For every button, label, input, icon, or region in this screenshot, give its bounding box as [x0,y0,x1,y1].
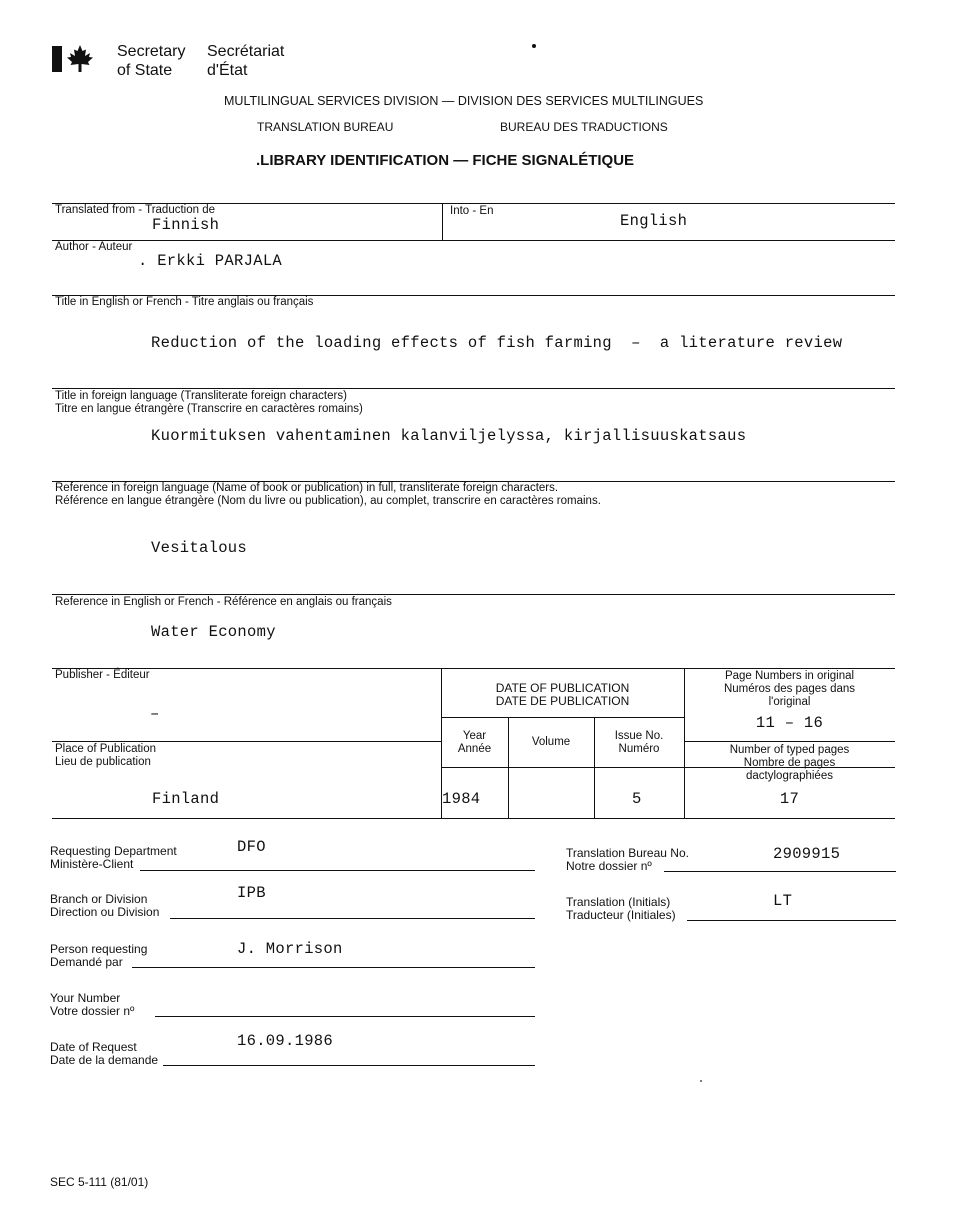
secretary-en-line1: Secretary [117,43,186,60]
into-value: English [620,212,688,230]
title-en-fr-label: Title in English or French - Titre anglais ou français [55,296,314,308]
date-of-request-value: 16.09.1986 [237,1032,334,1050]
bureau-no-value: 2909915 [773,845,841,863]
scan-speck [532,44,536,48]
flag-bar [52,46,62,72]
title-foreign-label-en: Title in foreign language (Transliterate foreign characters) [55,390,347,402]
author-value: . Erkki PARJALA [138,252,283,270]
issue-label-fr: Numéro [618,743,660,755]
secretary-en-line2: of State [117,62,173,79]
translator-label-en: Translation (Initials) [566,895,671,909]
date-of-publication-label-en: DATE OF PUBLICATION [495,681,630,695]
typed-pages-label-fr1: Nombre de pages [743,757,836,769]
date-of-request-label-fr: Date de la demande [50,1053,159,1067]
place-label-en: Place of Publication [55,743,157,755]
translator-value: LT [773,892,793,910]
bureau-no-label-en: Translation Bureau No. [566,846,689,860]
secretary-fr-line1: Secrétariat [207,43,285,60]
person-requesting-value: J. Morrison [237,940,343,958]
person-requesting-label-fr: Demandé par [50,955,123,969]
division-heading: MULTILINGUAL SERVICES DIVISION — DIVISION DES SERVICES MULTILINGUES [224,94,704,108]
title-foreign-label-fr: Titre en langue étrangère (Transcrire en caractères romains) [55,403,363,415]
into-label: Into - En [450,205,494,217]
date-of-publication-label-fr: DATE DE PUBLICATION [495,694,630,708]
translated-from-label: Translated from - Traduction de [55,204,216,216]
place-value: Finland [152,790,220,808]
publisher-label: Publisher - Éditeur [55,669,150,681]
typed-pages-label-fr2: dactylographiées [746,770,833,782]
page-numbers-label-en: Page Numbers in original [724,670,855,682]
branch-value: IPB [237,884,266,902]
secretary-fr-line2: d'État [207,62,248,79]
requesting-dept-label-en: Requesting Department [50,844,177,858]
government-logo [52,44,96,74]
translator-label-fr: Traducteur (Initiales) [566,908,676,922]
reference-foreign-value: Vesitalous [151,539,248,557]
reference-foreign-label-fr: Référence en langue étrangère (Nom du livre ou publication), au complet, transcrire en caractères romains. [55,495,601,507]
title-en-fr-value: Reduction of the loading effects of fish farming – a literature review [151,334,843,352]
your-number-label-en: Your Number [50,991,121,1005]
year-label-en: Year [462,730,487,742]
scan-speck [700,1080,702,1082]
form-title: .LIBRARY IDENTIFICATION — FICHE SIGNALÉTIQUE [256,152,635,169]
reference-en-fr-value: Water Economy [151,623,276,641]
typed-pages-value: 17 [779,790,800,808]
date-of-request-label-en: Date of Request [50,1040,137,1054]
branch-label-en: Branch or Division [50,892,148,906]
place-label-fr: Lieu de publication [55,756,151,768]
page-numbers-label-fr2: l'original [768,696,811,708]
branch-label-fr: Direction ou Division [50,905,160,919]
issue-label-en: Issue No. [614,730,664,742]
maple-leaf-icon [66,44,94,74]
form-code: SEC 5-111 (81/01) [50,1175,149,1189]
publisher-value: – [150,705,160,723]
volume-label: Volume [531,736,571,748]
reference-foreign-label-en: Reference in foreign language (Name of book or publication) in full, transliterate foreign characters. [55,482,559,494]
requesting-dept-value: DFO [237,838,266,856]
issue-value: 5 [632,790,642,808]
reference-en-fr-label: Reference in English or French - Référence en anglais ou français [55,596,392,608]
bureau-no-label-fr: Notre dossier nº [566,859,652,873]
requesting-dept-label-fr: Ministère-Client [50,857,134,871]
translated-from-value: Finnish [152,216,220,234]
year-value: 1984 [442,790,481,808]
page-numbers-label-fr1: Numéros des pages dans [723,683,856,695]
title-foreign-value: Kuormituksen vahentaminen kalanviljelyssa, kirjallisuuskatsaus [151,427,747,445]
bureau-en: TRANSLATION BUREAU [257,120,394,134]
your-number-label-fr: Votre dossier nº [50,1004,135,1018]
person-requesting-label-en: Person requesting [50,942,148,956]
page-numbers-value: 11 – 16 [755,714,824,732]
typed-pages-label-en: Number of typed pages [729,744,850,756]
bureau-fr: BUREAU DES TRADUCTIONS [500,120,668,134]
author-label: Author - Auteur [55,241,133,253]
year-label-fr: Année [457,743,492,755]
